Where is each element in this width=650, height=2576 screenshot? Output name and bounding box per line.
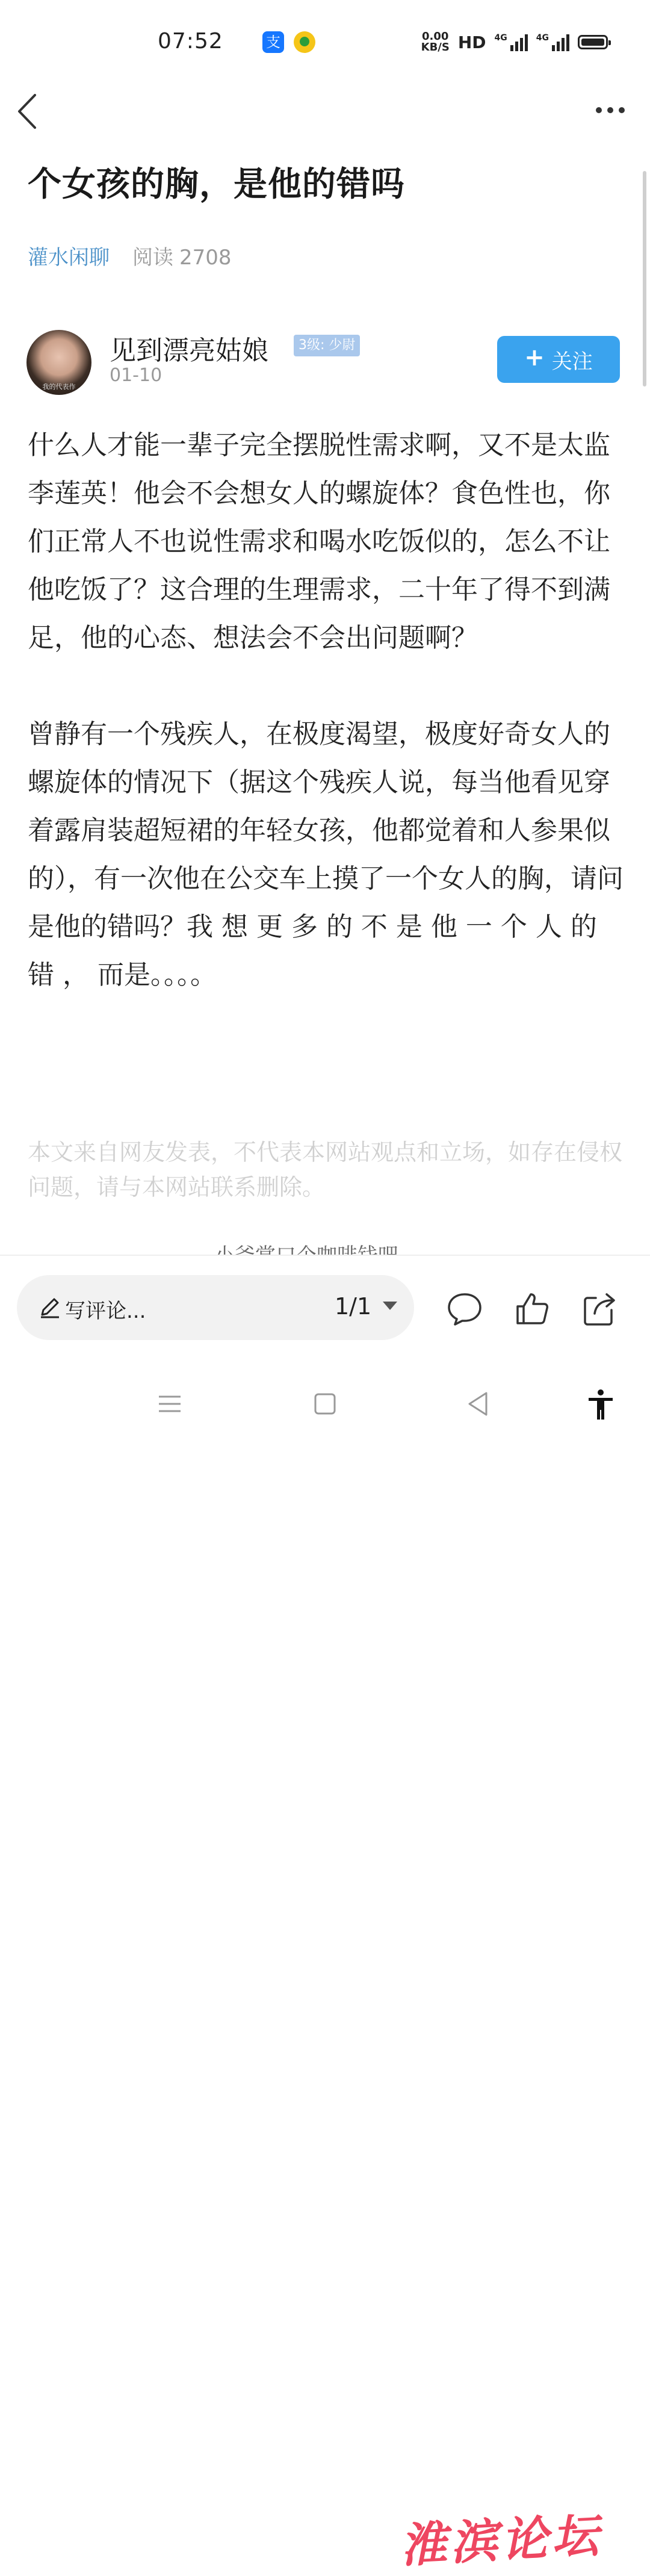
more-button[interactable] [596,101,632,119]
post-meta [28,241,232,270]
menu-icon[interactable] [153,1387,187,1421]
home-icon[interactable] [308,1387,342,1421]
avatar[interactable] [26,330,91,395]
music-app-icon [294,31,315,53]
like-icon[interactable] [513,1290,551,1328]
network-speed: 0.00 KB/S [421,30,450,54]
dropdown-icon[interactable] [383,1302,397,1310]
post-body [28,421,624,999]
follow-button[interactable] [497,336,620,383]
system-nav-bar [0,1369,650,1445]
pencil-icon [37,1296,61,1320]
alipay-icon: 支 [262,31,284,53]
hd-label: HD [457,32,486,52]
watermark: 淮滨论坛 [398,2508,604,2574]
comment-icon[interactable] [445,1290,484,1328]
scrollbar[interactable] [643,171,646,386]
bottom-action-bar [0,1255,650,2574]
disclaimer: 本文来自网友发表，不代表本网站观点和立场，如存在侵权问题，请与本网站联系删除。 [28,1139,623,1200]
post-title: 个女孩的胸，是他的错吗 [28,165,405,204]
signal-icon-2: 4G [536,33,569,51]
page-indicator[interactable]: 1/1 [335,1293,372,1320]
status-bar [0,0,650,84]
post-date: 01-10 [110,365,162,386]
author-name[interactable]: 见到漂亮姑娘 [110,335,268,366]
post-paragraph: 什么人才能一辈子完全摆脱性需求啊，又不是太监李莲英！他会不会想女人的螺旋体？食色性也，你们正常人不也说性需求和喝水吃饭似的，怎么不让他吃饭了？这合理的生理需求，二十年了得不到满足，他的心态、想法会不会出问题啊？ [28,430,610,653]
share-icon[interactable] [580,1290,619,1328]
avatar-caption: 我的代表作 [42,383,76,391]
more-icon [596,107,602,113]
back-icon[interactable] [462,1387,496,1421]
chevron-left-icon [13,90,43,132]
follow-label: 关注 [551,349,593,374]
comment-placeholder: 写评论... [65,1299,146,1323]
status-indicators [421,30,608,54]
read-count: 阅读 2708 [132,246,232,270]
accessibility-icon[interactable] [584,1387,618,1421]
back-button[interactable] [13,90,43,132]
tip-text [214,1239,398,1255]
category-link[interactable]: 灌水闲聊 [28,246,110,270]
status-time: 07:52 [158,29,223,54]
battery-icon [578,35,608,49]
rank-badge: 3级: 少尉 [294,335,360,356]
post-paragraph: 曾静有一个残疾人，在极度渴望，极度好奇女人的螺旋体的情况下（据这个残疾人说，每当他看见穿着露肩装超短裙的年轻女孩，他都觉着和人参果似的），有一次他在公交车上摸了一个女人的胸，请问是他的错吗？我 想 更 多 的 不 是 他 一 个 人 的 错 ， 而是。。。。 [28,719,624,990]
signal-icon: 4G [495,33,528,51]
comment-input[interactable] [17,1275,414,1340]
plus-icon: + [524,344,545,371]
